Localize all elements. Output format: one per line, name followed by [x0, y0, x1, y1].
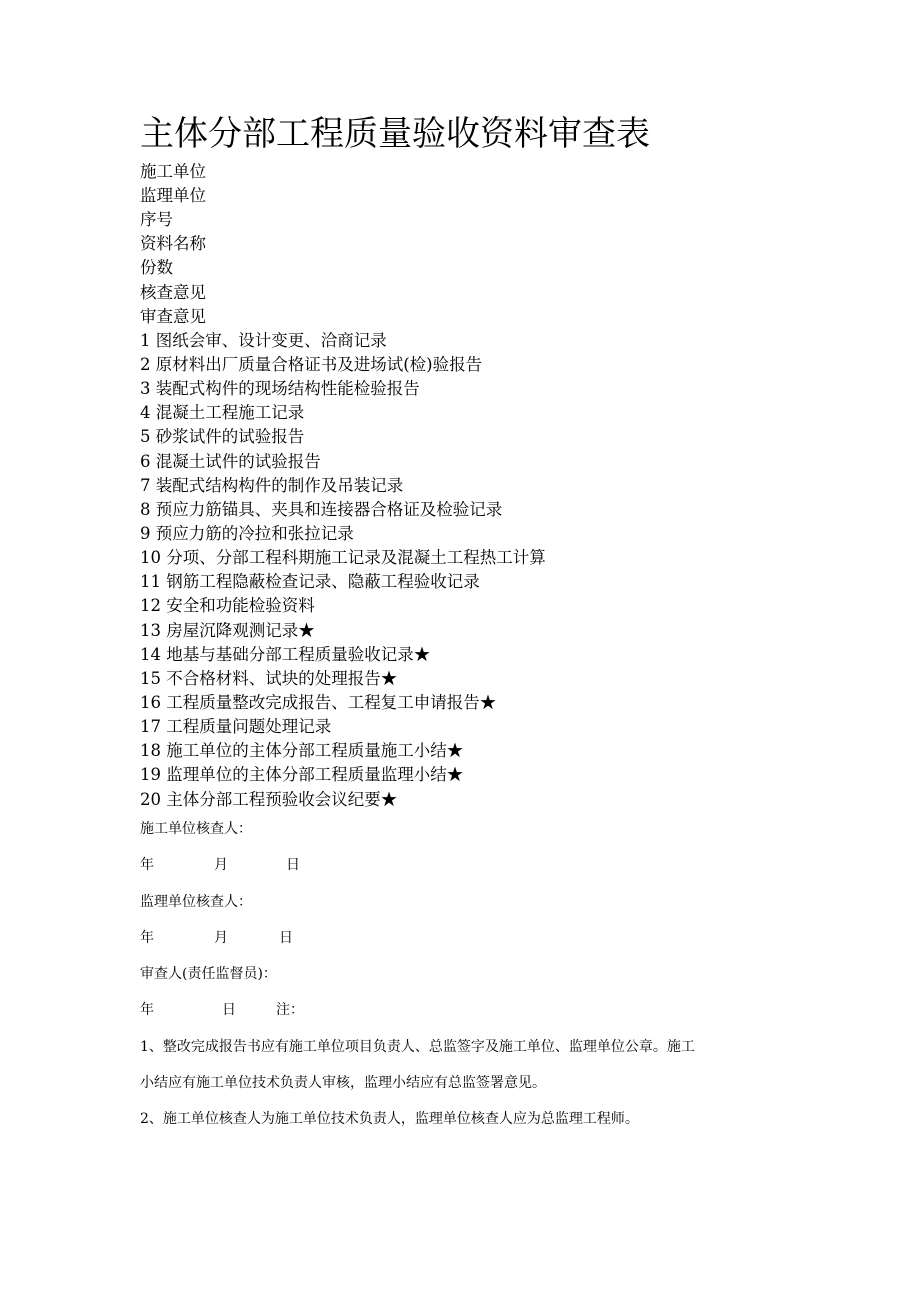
list-item: 4 混凝土工程施工记录 [140, 403, 305, 422]
list-item: 19 监理单位的主体分部工程质量监理小结★ [140, 765, 464, 784]
reviewer-label: 审查人(责任监督员)： [140, 966, 277, 982]
list-item: 20 主体分部工程预验收会议纪要★ [140, 790, 398, 809]
date-day: 日 [279, 930, 293, 946]
list-item: 1 图纸会审、设计变更、洽商记录 [140, 331, 387, 350]
list-item: 17 工程质量问题处理记录 [140, 717, 332, 736]
list-item: 7 装配式结构构件的制作及吊装记录 [140, 476, 404, 495]
list-item: 14 地基与基础分部工程质量验收记录★ [140, 645, 431, 664]
field-check-opinion: 核查意见 [140, 283, 206, 302]
list-item: 9 预应力筋的冷拉和张拉记录 [140, 524, 354, 543]
note-line-3: 2、施工单位核查人为施工单位技术负责人，监理单位核查人应为总监理工程师。 [140, 1111, 639, 1127]
list-item: 15 不合格材料、试块的处理报告★ [140, 669, 398, 688]
list-item: 18 施工单位的主体分部工程质量施工小结★ [140, 741, 464, 760]
field-construction-unit: 施工单位 [140, 162, 206, 181]
date-day: 日 [286, 857, 300, 873]
date-month: 月 [214, 930, 228, 946]
list-item: 3 装配式构件的现场结构性能检验报告 [140, 379, 420, 398]
list-item: 5 砂浆试件的试验报告 [140, 427, 305, 446]
construction-checker-label: 施工单位核查人： [140, 821, 252, 837]
date-year: 年 [140, 1002, 154, 1018]
field-review-opinion: 审查意见 [140, 307, 206, 326]
field-copies: 份数 [140, 258, 173, 277]
date-year: 年 [140, 857, 154, 873]
list-item: 6 混凝土试件的试验报告 [140, 452, 321, 471]
date-day: 日 [222, 1002, 236, 1018]
list-item: 11 钢筋工程隐蔽检查记录、隐蔽工程验收记录 [140, 572, 480, 591]
list-item: 8 预应力筋锚具、夹具和连接器合格证及检验记录 [140, 500, 503, 519]
list-item: 13 房屋沉降观测记录★ [140, 621, 315, 640]
note-line-1: 1、整改完成报告书应有施工单位项目负责人、总监签字及施工单位、监理单位公章。施工 [140, 1039, 695, 1055]
note-line-2: 小结应有施工单位技术负责人审核，监理小结应有总监签署意见。 [140, 1075, 546, 1091]
date-month: 月 [214, 857, 228, 873]
list-item: 2 原材料出厂质量合格证书及进场试(检)验报告 [140, 355, 483, 374]
field-document-name: 资料名称 [140, 234, 206, 253]
document-title: 主体分部工程质量验收资料审查表 [140, 114, 650, 154]
supervision-checker-label: 监理单位核查人： [140, 894, 252, 910]
list-item: 12 安全和功能检验资料 [140, 596, 315, 615]
field-serial-number: 序号 [140, 210, 173, 229]
note-label: 注： [276, 1002, 304, 1018]
list-item: 10 分项、分部工程科期施工记录及混凝土工程热工计算 [140, 548, 546, 567]
date-year: 年 [140, 930, 154, 946]
list-item: 16 工程质量整改完成报告、工程复工申请报告★ [140, 693, 497, 712]
field-supervision-unit: 监理单位 [140, 186, 206, 205]
